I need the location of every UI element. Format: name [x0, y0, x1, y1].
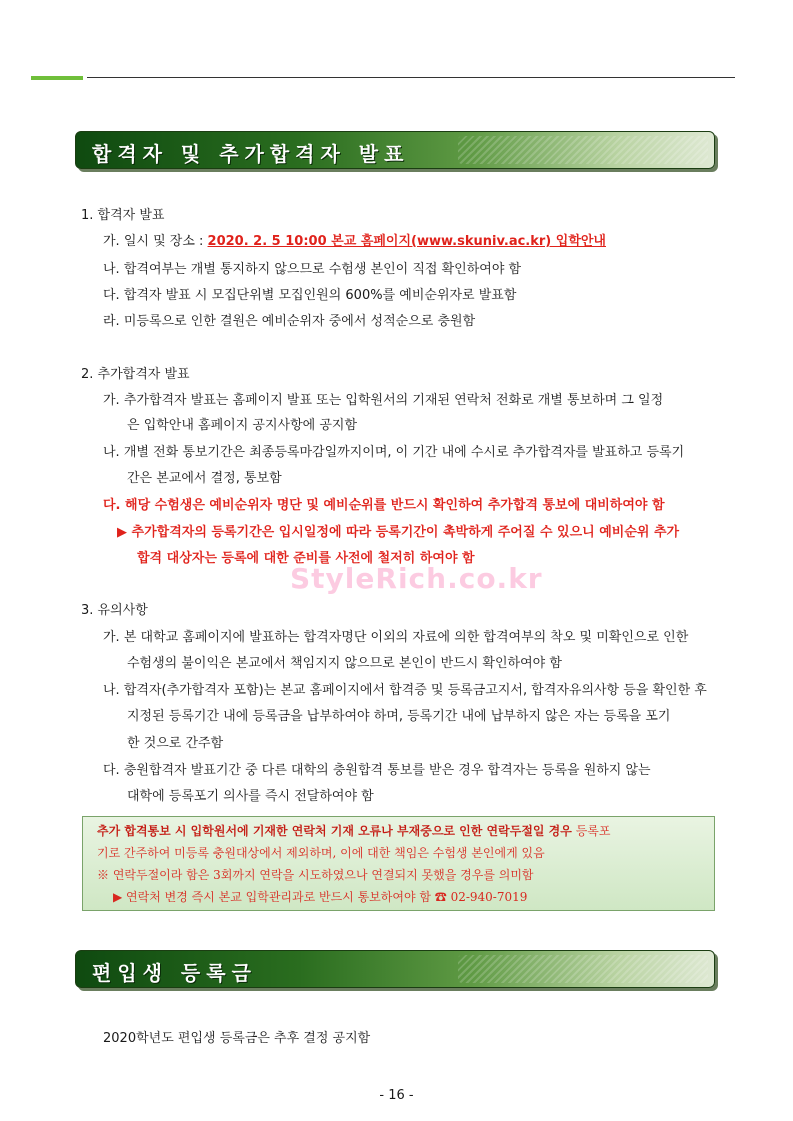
item-heading: 2. 추가합격자 발표: [81, 367, 190, 382]
watermark-logo: StyleRich.co.kr: [290, 562, 543, 595]
list-item: 가. 추가합격자 발표는 홈페이지 발표 또는 입학원서의 기재된 연락처 전화로 개별 통보하며 그 일정: [103, 393, 664, 408]
section-banner-tuition: [75, 950, 715, 988]
section-title: 합격자 및 추가합격자 발표: [92, 142, 410, 166]
page-number: - 16 -: [379, 1088, 414, 1103]
list-item-continuation: 수험생의 불이익은 본교에서 책임지지 않으므로 본인이 반드시 확인하여야 함: [127, 656, 562, 671]
notice-line: 기로 간주하여 미등록 충원대상에서 제외하며, 이에 대한 책임은 수험생 본인에게 있음: [97, 846, 545, 860]
warning-note-continuation: 합격 대상자는 등록에 대한 준비를 사전에 철저히 하여야 함: [137, 551, 475, 566]
tuition-note: 2020학년도 편입생 등록금은 추후 결정 공지함: [103, 1031, 371, 1046]
notice-line: ▶ 연락처 변경 즉시 본교 입학관리과로 반드시 통보하여야 함 ☎ 02-940-7019: [113, 890, 528, 904]
list-item: 다. 합격자 발표 시 모집단위별 모집인원의 600%를 예비순위자로 발표함: [103, 288, 517, 303]
section-title: 편입생 등록금: [92, 961, 257, 985]
list-item-continuation: 간은 본교에서 결정, 통보함: [127, 471, 282, 486]
list-item-continuation: 지정된 등록기간 내에 등록금을 납부하여야 하며, 등록기간 내에 납부하지 않은 자는 등록을 포기: [127, 709, 671, 724]
list-item-continuation: 대학에 등록포기 의사를 즉시 전달하여야 함: [127, 789, 374, 804]
section-banner-announcement: [75, 131, 715, 169]
list-item-continuation: 은 입학안내 홈페이지 공지사항에 공지함: [127, 418, 358, 433]
list-item: 나. 개별 전화 통보기간은 최종등록마감일까지이며, 이 기간 내에 수시로 추가합격자를 발표하고 등록기: [103, 445, 685, 460]
list-item: 가. 본 대학교 홈페이지에 발표하는 합격자명단 이외의 자료에 의한 합격여부의 착오 및 미확인으로 인한: [103, 630, 689, 645]
list-item: [103, 234, 606, 250]
list-item-label: 가. 일시 및 장소 :: [103, 234, 208, 249]
list-item: 다. 충원합격자 발표기간 중 다른 대학의 충원합격 통보를 받은 경우 합격자는 등록을 원하지 않는: [103, 763, 651, 778]
notice-line: ※ 연락두절이라 함은 3회까지 연락을 시도하였으나 연결되지 못했을 경우를 의미함: [97, 868, 534, 882]
announcement-link[interactable]: 2020. 2. 5 10:00 본교 홈페이지(www.skuniv.ac.kr) 입학안내: [207, 234, 606, 249]
item-heading: 1. 합격자 발표: [81, 208, 165, 223]
item-heading: 3. 유의사항: [81, 603, 148, 618]
warning-item: 다. 해당 수험생은 예비순위자 명단 및 예비순위를 반드시 확인하여 추가합격 통보에 대비하여야 함: [103, 498, 665, 513]
header-accent-bar: [31, 76, 83, 80]
banner-pattern: [458, 136, 708, 164]
list-item: 나. 합격자(추가합격자 포함)는 본교 홈페이지에서 합격증 및 등록금고지서, 합격자유의사항 등을 확인한 후: [103, 683, 707, 698]
warning-note: ▶ 추가합격자의 등록기간은 입시일정에 따라 등록기간이 촉박하게 주어질 수 있으니 예비순위 추가: [117, 525, 680, 540]
notice-line: 추가 합격통보 시 입학원서에 기재한 연락처 기재 오류나 부재중으로 인한 연락두절일 경우 등록포: [97, 824, 611, 838]
banner-pattern: [458, 955, 708, 983]
list-item: 라. 미등록으로 인한 결원은 예비순위자 중에서 성적순으로 충원함: [103, 314, 476, 329]
notice-box: [82, 816, 715, 911]
list-item: 나. 합격여부는 개별 통지하지 않으므로 수험생 본인이 직접 확인하여야 함: [103, 262, 522, 277]
list-item-continuation: 한 것으로 간주함: [127, 736, 224, 751]
header-rule: [87, 77, 735, 78]
